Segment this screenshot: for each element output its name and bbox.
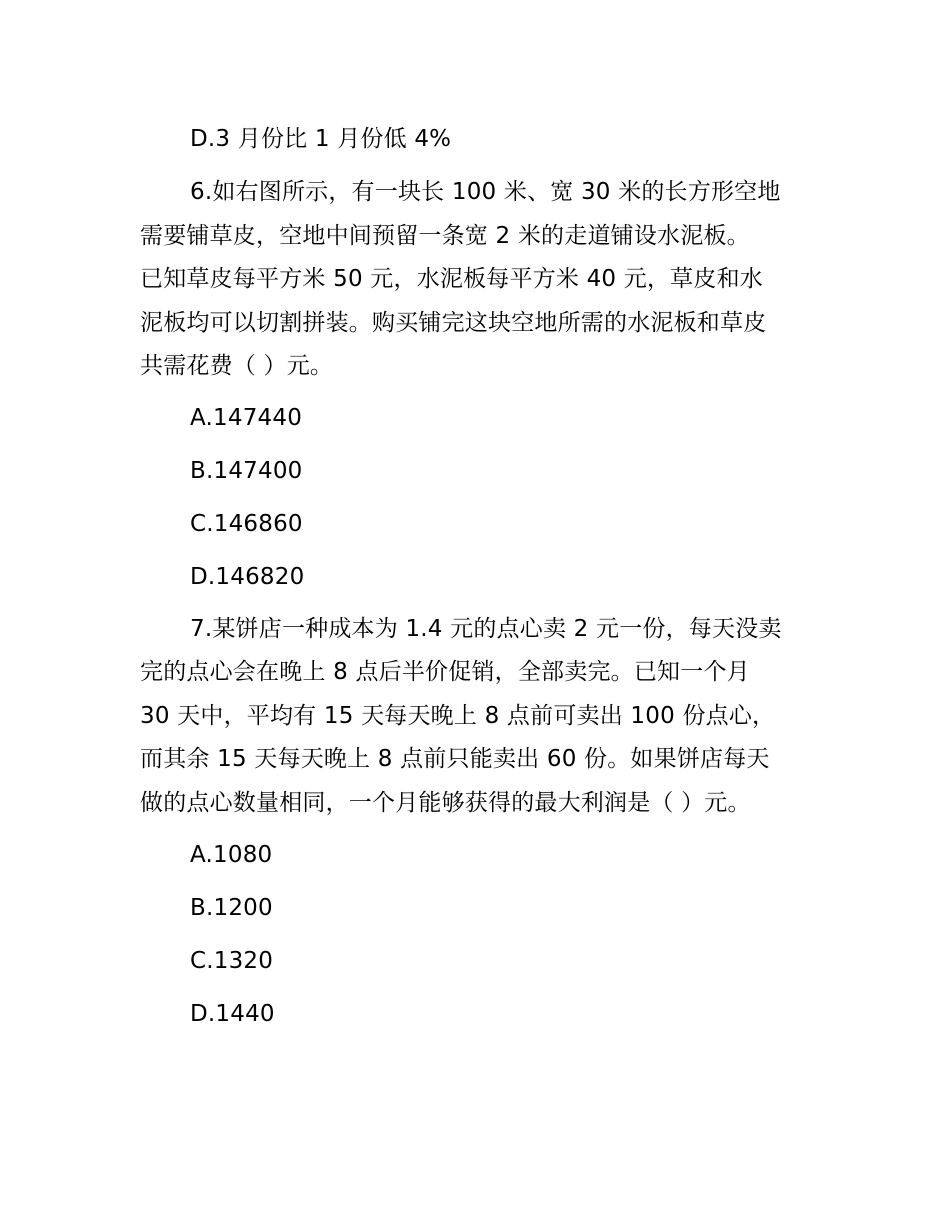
question-7-option-d: D.1440: [190, 1001, 275, 1027]
question-6-line-2: 需要铺草皮，空地中间预留一条宽 2 米的走道铺设水泥板。: [140, 223, 750, 249]
question-6-line-4: 泥板均可以切割拼装。购买铺完这块空地所需的水泥板和草皮: [140, 310, 767, 336]
question-7-option-a: A.1080: [190, 842, 273, 868]
question-6-option-b: B.147400: [190, 458, 303, 484]
question-7-line-2: 完的点心会在晚上 8 点后半价促销，全部卖完。已知一个月: [140, 659, 750, 685]
question-6-option-d: D.146820: [190, 564, 305, 590]
question-6-line-1: 6.如右图所示，有一块长 100 米、宽 30 米的长方形空地: [190, 179, 781, 205]
question-6-line-5: 共需花费（ ）元。: [140, 353, 334, 379]
question-7-line-1: 7.某饼店一种成本为 1.4 元的点心卖 2 元一份，每天没卖: [190, 616, 782, 642]
question-6-option-a: A.147440: [190, 405, 303, 431]
question-7-line-3: 30 天中，平均有 15 天每天晚上 8 点前可卖出 100 份点心，: [140, 703, 776, 729]
question-7-option-b: B.1200: [190, 895, 273, 921]
question-7-option-c: C.1320: [190, 948, 274, 974]
question-7-line-4: 而其余 15 天每天晚上 8 点前只能卖出 60 份。如果饼店每天: [140, 746, 770, 772]
question-7-line-5: 做的点心数量相同，一个月能够获得的最大利润是（ ）元。: [140, 790, 751, 816]
prev-question-option-d: D.3 月份比 1 月份低 4%: [190, 126, 452, 152]
question-6-option-c: C.146860: [190, 511, 303, 537]
question-6-line-3: 已知草皮每平方米 50 元，水泥板每平方米 40 元，草皮和水: [140, 266, 763, 292]
